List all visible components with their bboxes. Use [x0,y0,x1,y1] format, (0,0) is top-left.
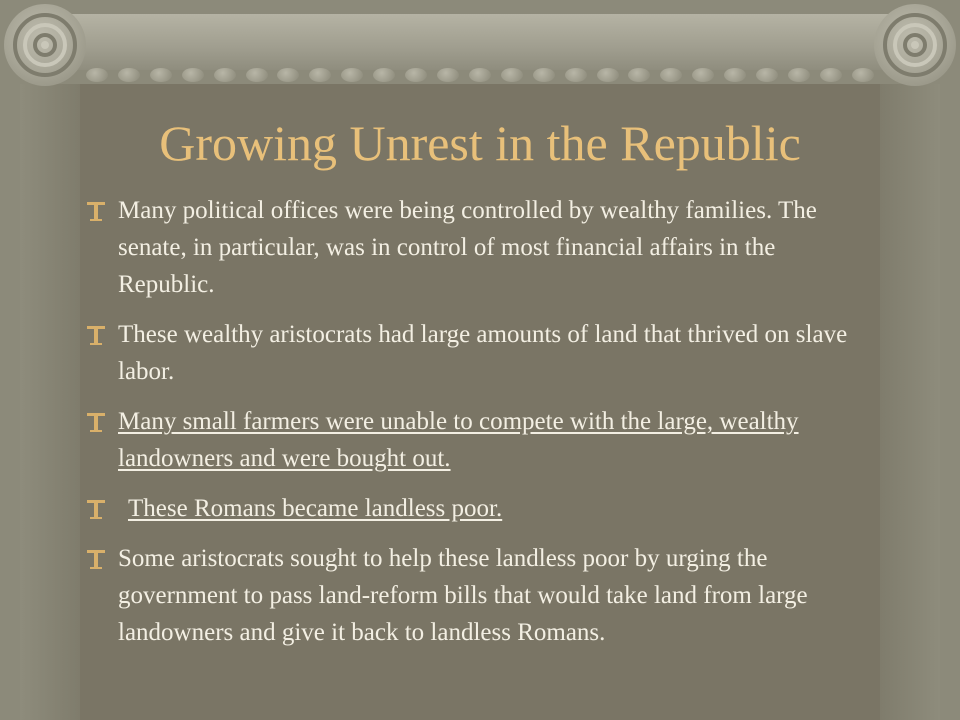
bead [405,68,427,82]
bullet-item [80,490,860,527]
column-bullet-icon [86,324,106,346]
bead [277,68,299,82]
column-bullet-icon [86,200,106,222]
bullet-text-underlined: Many small farmers were unable to compete with the large, wealthy landowners and were bought out. [118,408,799,472]
bead [692,68,714,82]
bullet-item [80,403,860,477]
bead [373,68,395,82]
bullet-text: Some aristocrats sought to help these landless poor by urging the government to pass land-reform bills that would take land from large landowners and give it back to landless Romans. [118,545,808,646]
slide-title: Growing Unrest in the Republic [159,115,801,171]
column-bullet-icon [86,548,106,570]
bullet-text-underlined: These Romans became landless poor. [128,495,503,522]
volute-left-icon [4,4,86,86]
bullet-list [80,192,860,664]
bead [437,68,459,82]
bullet-text: These wealthy aristocrats had large amounts of land that thrived on slave labor. [118,321,848,385]
bead [788,68,810,82]
bead [246,68,268,82]
column-bullet-icon [86,498,106,520]
column-shaft-left [20,84,80,720]
bead [533,68,555,82]
column-capital-bar [60,14,900,70]
volute-right-icon [874,4,956,86]
bead [756,68,778,82]
bead [597,68,619,82]
bead-molding [80,66,880,84]
bead [501,68,523,82]
column-bullet-icon [86,411,106,433]
bead [182,68,204,82]
bullet-item [80,192,860,303]
bead [660,68,682,82]
bead [341,68,363,82]
bead [852,68,874,82]
bead [309,68,331,82]
bead [118,68,140,82]
bead [628,68,650,82]
bead [724,68,746,82]
bead [86,68,108,82]
column-shaft-right [880,84,940,720]
bead [150,68,172,82]
bullet-text: Many political offices were being controlled by wealthy families. The senate, in particular, was in control of most financial affairs in the Republic. [118,197,817,298]
bead [820,68,842,82]
bullet-item [80,316,860,390]
bullet-item [80,540,860,651]
bead [565,68,587,82]
bead [214,68,236,82]
bead [469,68,491,82]
